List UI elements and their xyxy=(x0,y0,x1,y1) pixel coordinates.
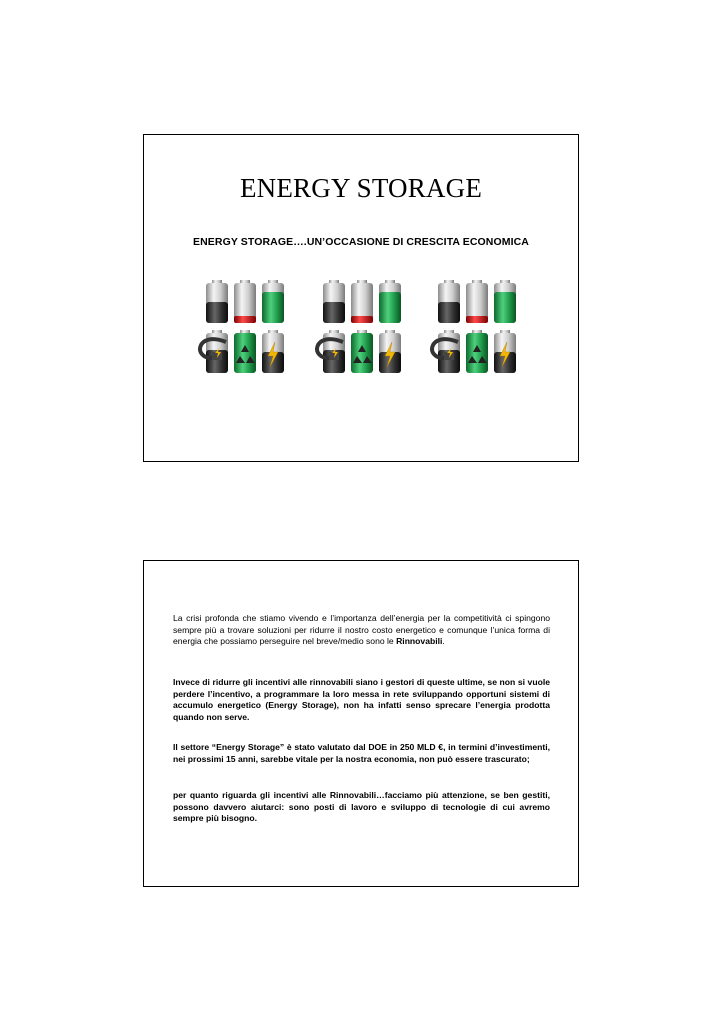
batteries-illustration xyxy=(144,135,580,463)
paragraph-doe-investment: Il settore “Energy Storage” è stato valutato dal DOE in 250 MLD €, in termini d’investimenti, nei prossimi 15 anni, sarebbe vitale per la nostra economia, non può essere trascurato; xyxy=(173,742,550,764)
paragraph-incentives: Invece di ridurre gli incentivi alle rinnovabili siano i gestori di queste ultime, se non si vuole perdere l’incentivo, a programmare la loro messa in rete sviluppando opportuni sistemi di accumulo energetico (Energy Storage), non ha infatti senso sprecare l’energia prodotta quando non serve. xyxy=(173,677,550,722)
slide-title: ENERGY STORAGE xyxy=(239,173,483,203)
slide-energy-storage-title xyxy=(143,134,579,462)
slide-energy-storage-text xyxy=(143,560,579,887)
slide-subtitle: ENERGY STORAGE….UN’OCCASIONE DI CRESCITA ECONOMICA xyxy=(193,236,529,248)
paragraph-renewables: per quanto riguarda gli incentivi alle Rinnovabili…facciamo più attenzione, se ben gestiti, possono davvero aiutarci: sono posti di lavoro e sviluppo di tecnologie di cui avremo sempre più bisogno. xyxy=(173,790,550,823)
paragraph-crisis: La crisi profonda che stiamo vivendo e l’importanza dell’energia per la competitività ci spingono sempre più a trovare soluzioni per ridurre il nostro costo energetico e comunque l’unica forma di energia che possiamo perseguire nel breve/medio sono le Rinnovabili. xyxy=(173,613,550,646)
